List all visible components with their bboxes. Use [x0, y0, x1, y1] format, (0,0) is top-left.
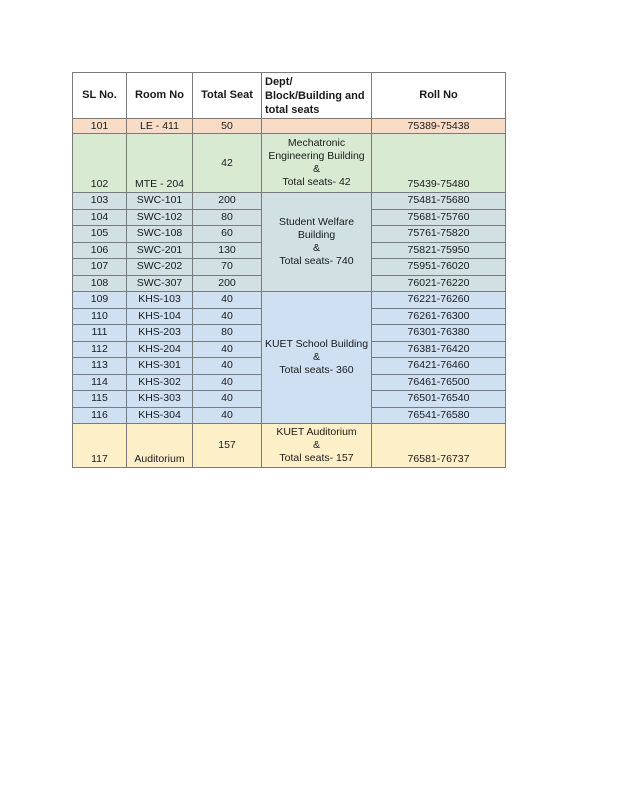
seat-cell: 157 — [193, 424, 262, 468]
dept-cell-auditorium — [262, 424, 372, 468]
roll-cell: 75439-75480 — [372, 134, 506, 193]
seat-cell: 40 — [193, 341, 262, 358]
sl-cell: 115 — [73, 391, 127, 408]
table-row — [73, 119, 506, 134]
seat-cell: 80 — [193, 209, 262, 226]
sl-cell: 110 — [73, 308, 127, 325]
dept-cell — [262, 119, 372, 134]
table-row — [73, 193, 506, 210]
roll-cell: 76421-76460 — [372, 358, 506, 375]
roll-cell: 76381-76420 — [372, 341, 506, 358]
dept-line: & — [312, 351, 320, 363]
seat-cell: 40 — [193, 391, 262, 408]
seat-cell: 40 — [193, 292, 262, 309]
sl-cell: 117 — [73, 424, 127, 468]
dept-line: & — [312, 242, 320, 254]
roll-cell: 75481-75680 — [372, 193, 506, 210]
room-cell: MTE - 204 — [127, 134, 193, 193]
room-cell: KHS-204 — [127, 341, 193, 358]
sl-cell: 108 — [73, 275, 127, 292]
room-cell: SWC-202 — [127, 259, 193, 276]
dept-line: KUET School Building — [264, 338, 369, 350]
room-cell: KHS-103 — [127, 292, 193, 309]
room-cell: SWC-108 — [127, 226, 193, 243]
sl-cell: 107 — [73, 259, 127, 276]
room-cell: SWC-101 — [127, 193, 193, 210]
room-cell: SWC-102 — [127, 209, 193, 226]
header-dept-block — [262, 73, 372, 119]
roll-cell: 76301-76380 — [372, 325, 506, 342]
header-roll-no: Roll No — [372, 73, 506, 119]
room-cell: KHS-303 — [127, 391, 193, 408]
room-cell: SWC-307 — [127, 275, 193, 292]
roll-cell: 76581-76737 — [372, 424, 506, 468]
sl-cell: 106 — [73, 242, 127, 259]
dept-line: Mechatronic — [287, 137, 346, 149]
dept-line: Total seats- 360 — [279, 364, 354, 376]
room-cell: Auditorium — [127, 424, 193, 468]
sl-cell: 102 — [73, 134, 127, 193]
room-cell: KHS-104 — [127, 308, 193, 325]
dept-cell-kuet-school — [262, 292, 372, 424]
header-total-seat: Total Seat — [193, 73, 262, 119]
roll-cell: 76221-76260 — [372, 292, 506, 309]
sl-cell: 105 — [73, 226, 127, 243]
header-row — [73, 73, 506, 119]
dept-line: & — [312, 163, 320, 175]
dept-line: KUET Auditorium — [276, 426, 357, 438]
header-dept-line1: Dept/ — [265, 75, 293, 88]
seat-cell: 130 — [193, 242, 262, 259]
sl-cell: 103 — [73, 193, 127, 210]
room-cell: LE - 411 — [127, 119, 193, 134]
sl-cell: 101 — [73, 119, 127, 134]
dept-line: & — [312, 439, 320, 451]
sl-cell: 104 — [73, 209, 127, 226]
sl-cell: 112 — [73, 341, 127, 358]
table-row — [73, 134, 506, 193]
seat-cell: 40 — [193, 358, 262, 375]
room-cell: KHS-302 — [127, 374, 193, 391]
dept-line: Engineering Building — [268, 150, 365, 162]
roll-cell: 75681-75760 — [372, 209, 506, 226]
sl-cell: 114 — [73, 374, 127, 391]
roll-cell: 76461-76500 — [372, 374, 506, 391]
room-cell: SWC-201 — [127, 242, 193, 259]
roll-cell: 75951-76020 — [372, 259, 506, 276]
header-dept-line3: total seats — [265, 103, 320, 116]
sl-cell: 111 — [73, 325, 127, 342]
sl-cell: 109 — [73, 292, 127, 309]
room-cell: KHS-301 — [127, 358, 193, 375]
sl-cell: 113 — [73, 358, 127, 375]
room-cell: KHS-203 — [127, 325, 193, 342]
room-cell: KHS-304 — [127, 407, 193, 424]
header-sl-no: SL No. — [73, 73, 127, 119]
seat-plan-table — [72, 72, 506, 468]
roll-cell: 75389-75438 — [372, 119, 506, 134]
seat-cell: 50 — [193, 119, 262, 134]
header-room-no: Room No — [127, 73, 193, 119]
dept-cell-mechatronic — [262, 134, 372, 193]
header-dept-line2: Block/Building and — [265, 89, 365, 102]
seat-cell: 40 — [193, 308, 262, 325]
seat-cell: 70 — [193, 259, 262, 276]
seat-cell: 200 — [193, 275, 262, 292]
seat-cell: 40 — [193, 407, 262, 424]
dept-line: Total seats- 157 — [279, 452, 354, 464]
table-row — [73, 424, 506, 468]
table-row — [73, 292, 506, 309]
dept-line: Building — [297, 229, 336, 241]
dept-cell-student-welfare — [262, 193, 372, 292]
seat-cell: 40 — [193, 374, 262, 391]
roll-cell: 75821-75950 — [372, 242, 506, 259]
dept-line: Total seats- 740 — [279, 255, 354, 267]
seat-cell: 80 — [193, 325, 262, 342]
seat-cell: 42 — [193, 134, 262, 193]
seat-cell: 200 — [193, 193, 262, 210]
roll-cell: 76541-76580 — [372, 407, 506, 424]
seat-cell: 60 — [193, 226, 262, 243]
roll-cell: 76021-76220 — [372, 275, 506, 292]
roll-cell: 76261-76300 — [372, 308, 506, 325]
dept-line: Student Welfare — [278, 216, 355, 228]
roll-cell: 75761-75820 — [372, 226, 506, 243]
dept-line: Total seats- 42 — [282, 176, 351, 188]
roll-cell: 76501-76540 — [372, 391, 506, 408]
sl-cell: 116 — [73, 407, 127, 424]
